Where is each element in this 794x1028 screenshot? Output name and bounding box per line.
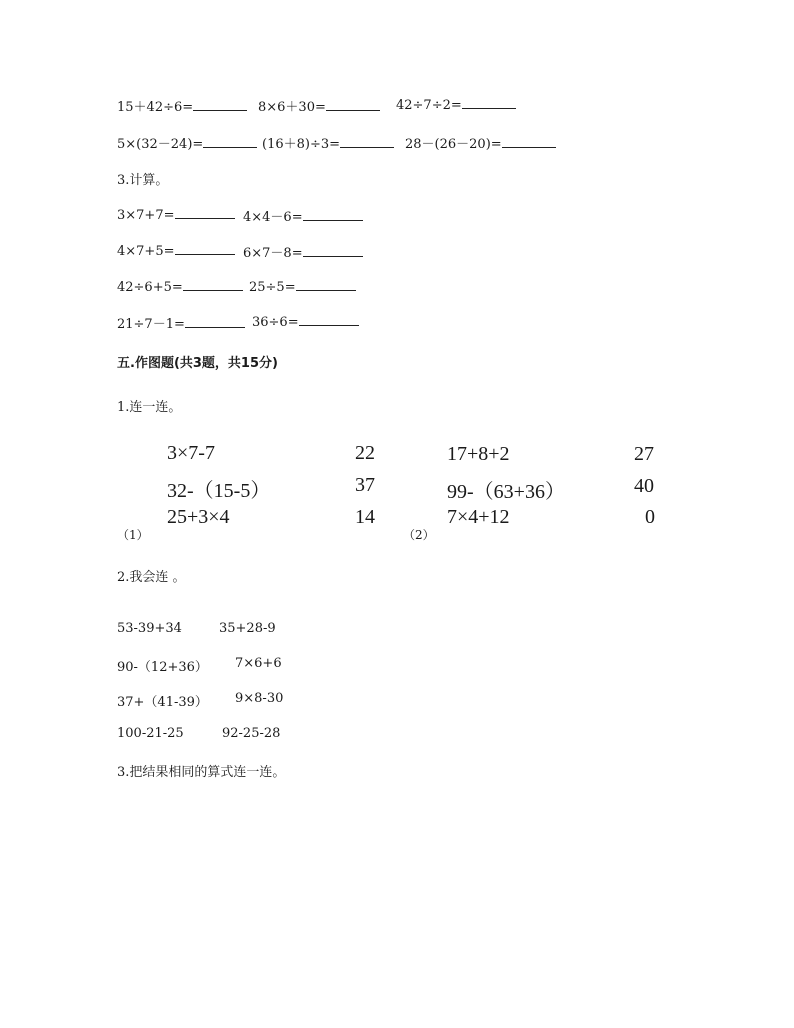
calc-item: 6×7－8= — [243, 242, 363, 261]
match-right[interactable]: 35+28-9 — [219, 621, 276, 636]
match-number[interactable]: 40 — [634, 475, 654, 497]
answer-blank[interactable] — [175, 206, 235, 219]
expr: 8×6＋30= — [258, 100, 326, 115]
calc-item: 3×7+7= — [117, 206, 235, 223]
answer-blank[interactable] — [502, 135, 556, 148]
match-right[interactable]: 92-25-28 — [222, 726, 281, 741]
match-number[interactable]: 27 — [634, 443, 654, 465]
equation-row-1c — [396, 96, 516, 113]
expr: 15＋42÷6= — [117, 100, 194, 115]
group-label: （1） — [117, 528, 149, 542]
answer-blank[interactable] — [296, 278, 356, 291]
answer-blank[interactable] — [193, 98, 247, 111]
question-title: 1.连一连。 — [117, 400, 182, 415]
match-left[interactable]: 37+（41-39） — [117, 695, 208, 710]
calc-item: 25÷5= — [249, 278, 356, 295]
match-expression[interactable]: 17+8+2 — [447, 443, 510, 465]
answer-blank[interactable] — [203, 135, 257, 148]
match-left[interactable]: 100-21-25 — [117, 726, 184, 741]
equation-row-1b — [258, 96, 380, 115]
calc-item: 4×7+5= — [117, 242, 235, 259]
expr: 5×(32－24)= — [117, 137, 204, 152]
calc-item: 36÷6= — [252, 313, 359, 330]
calc-item: 4×4－6= — [243, 206, 363, 225]
match-number[interactable]: 37 — [355, 474, 375, 496]
answer-blank[interactable] — [340, 135, 394, 148]
expr: 28－(26－20)= — [405, 137, 502, 152]
match-expression[interactable]: 32-（15-5） — [167, 480, 271, 502]
expr: 42÷7÷2= — [396, 98, 462, 113]
question-title: 3.计算。 — [117, 173, 169, 188]
answer-blank[interactable] — [185, 315, 245, 328]
answer-blank[interactable] — [462, 96, 516, 109]
match-right[interactable]: 9×8-30 — [235, 691, 284, 706]
answer-blank[interactable] — [303, 244, 363, 257]
question-title: 2.我会连 。 — [117, 570, 186, 585]
match-expression[interactable]: 7×4+12 — [447, 506, 510, 528]
question-title: 3.把结果相同的算式连一连。 — [117, 765, 286, 780]
match-left[interactable]: 53-39+34 — [117, 621, 182, 636]
calc-item: 21÷7－1= — [117, 313, 245, 332]
equation-row-2 — [117, 133, 257, 152]
answer-blank[interactable] — [326, 98, 380, 111]
expr: (16＋8)÷3= — [262, 137, 341, 152]
answer-blank[interactable] — [183, 278, 243, 291]
calc-item: 42÷6+5= — [117, 278, 243, 295]
match-expression[interactable]: 3×7-7 — [167, 442, 215, 464]
match-left[interactable]: 90-（12+36） — [117, 660, 208, 675]
answer-blank[interactable] — [175, 242, 235, 255]
match-number[interactable]: 22 — [355, 442, 375, 464]
answer-blank[interactable] — [303, 208, 363, 221]
match-expression[interactable]: 99-（63+36） — [447, 481, 565, 503]
match-expression[interactable]: 25+3×4 — [167, 506, 230, 528]
match-number[interactable]: 14 — [355, 506, 375, 528]
section-title: 五.作图题(共3题，共15分) — [117, 356, 278, 371]
group-label: （2） — [403, 528, 435, 542]
equation-row-2b — [262, 133, 394, 152]
match-right[interactable]: 7×6+6 — [235, 656, 282, 671]
equation-row-2c — [405, 133, 556, 152]
answer-blank[interactable] — [299, 313, 359, 326]
equation-row-1 — [117, 96, 247, 115]
match-number[interactable]: 0 — [645, 506, 655, 528]
